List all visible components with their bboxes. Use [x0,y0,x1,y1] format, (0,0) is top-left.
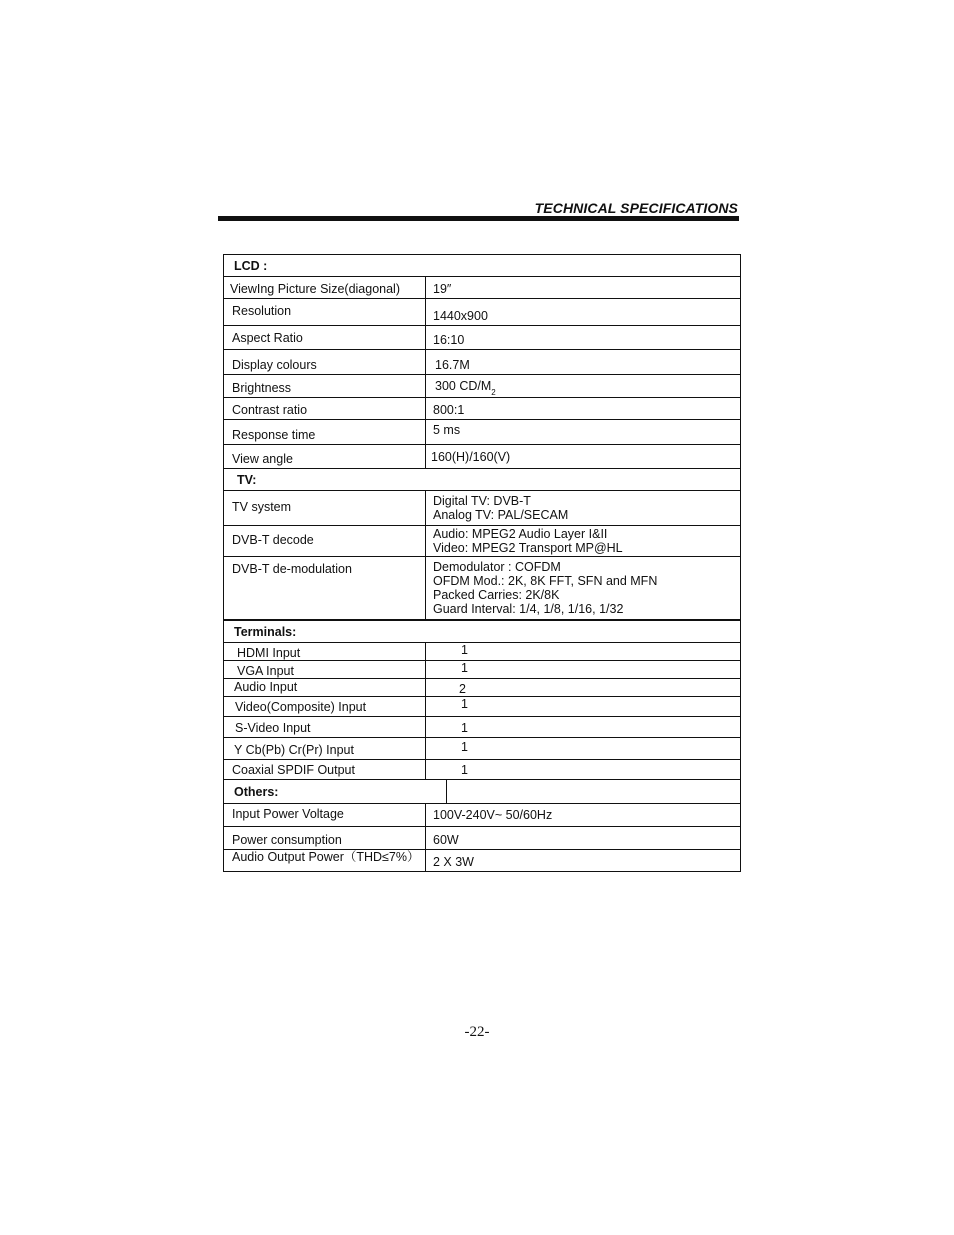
spec-label: Aspect Ratio [224,326,426,349]
table-row [224,325,740,349]
spec-line: OFDM Mod.: 2K, 8K FFT, SFN and MFN [433,574,658,588]
table-row [224,642,740,660]
spec-label: DVB-T de-modulation [224,557,426,619]
spec-label: Audio Output Power（THD≤7%） [224,850,426,871]
header-rule [218,216,739,221]
spec-value: 1 [461,661,468,675]
table-row [224,678,740,696]
spec-value: 1 [461,721,468,735]
spec-label: Coaxial SPDIF Output [224,760,426,779]
spec-value: 1 [461,763,468,777]
table-row [224,716,740,737]
table-row [224,849,740,871]
spec-line: Analog TV: PAL/SECAM [433,508,569,522]
table-row [224,525,740,556]
spec-value: 160(H)/160(V) [431,450,511,464]
spec-value: 1 [461,697,468,711]
table-row [224,696,740,716]
spec-line: Guard Interval: 1/4, 1/8, 1/16, 1/32 [433,602,624,616]
table-row [224,397,740,419]
spec-value: 19″ [433,282,452,296]
spec-label: Response time [224,420,426,444]
spec-label: Power consumption [224,827,426,849]
table-row [224,660,740,678]
spec-label: Input Power Voltage [224,804,426,826]
table-row [224,803,740,826]
spec-value [426,491,740,525]
spec-line: Digital TV: DVB-T [433,494,531,508]
spec-value: 60W [433,833,459,847]
spec-value: 5 ms [433,423,461,437]
spec-value: 2 [459,682,466,696]
spec-value [426,557,740,619]
spec-value: 300 CD/M 2 [435,379,496,397]
table-row [224,490,740,525]
table-row [224,374,740,397]
spec-value: 800:1 [433,403,465,417]
spec-label: HDMI Input [224,643,426,660]
spec-label: Contrast ratio [224,398,426,419]
spec-value: 1440x900 [433,309,488,323]
section-heading: Others: [224,780,447,803]
spec-line: Video: MPEG2 Transport MP@HL [433,541,623,555]
section-heading: LCD : [234,258,268,273]
section-lcd [224,255,740,276]
spec-label: Display colours [224,350,426,374]
brightness-value: 300 CD/M [435,379,492,393]
spec-table [223,254,741,872]
spec-label: View angle [224,445,426,468]
spec-label: ViewIng Picture Size(diagonal) [224,277,426,298]
spec-value: 2 X 3W [433,855,474,869]
table-row [224,276,740,298]
spec-label: DVB-T decode [224,526,426,556]
table-row [224,419,740,444]
spec-line: Packed Carries: 2K/8K [433,588,560,602]
spec-label: TV system [224,491,426,525]
page-title: TECHNICAL SPECIFICATIONS [534,200,738,216]
table-row [224,556,740,619]
spec-label: Y Cb(Pb) Cr(Pr) Input [224,738,426,759]
spec-value: 16:10 [433,333,465,347]
section-others [224,779,740,803]
spec-value [426,526,740,556]
spec-label: Brightness [224,375,426,397]
spec-value: 100V-240V~ 50/60Hz [433,808,553,822]
spec-line: Demodulator : COFDM [433,560,561,574]
spec-label: S-Video Input [224,717,426,737]
table-row [224,444,740,468]
section-terminals [224,619,740,642]
table-row [224,759,740,779]
table-row [224,826,740,849]
page-number: -22- [464,1024,490,1040]
section-tv [224,468,740,490]
spec-value: 1 [461,740,468,754]
spec-value: 1 [461,643,468,657]
spec-label: Video(Composite) Input [224,697,426,716]
table-row [224,737,740,759]
table-row [224,349,740,374]
section-heading: TV: [237,472,257,487]
table-row [224,298,740,325]
section-heading: Terminals: [234,624,297,639]
spec-label: Audio Input [224,679,426,696]
spec-label: VGA Input [224,661,426,678]
spec-label: Resolution [224,299,426,325]
spec-value: 16.7M [435,358,470,372]
spec-line: Audio: MPEG2 Audio Layer I&II [433,527,608,541]
